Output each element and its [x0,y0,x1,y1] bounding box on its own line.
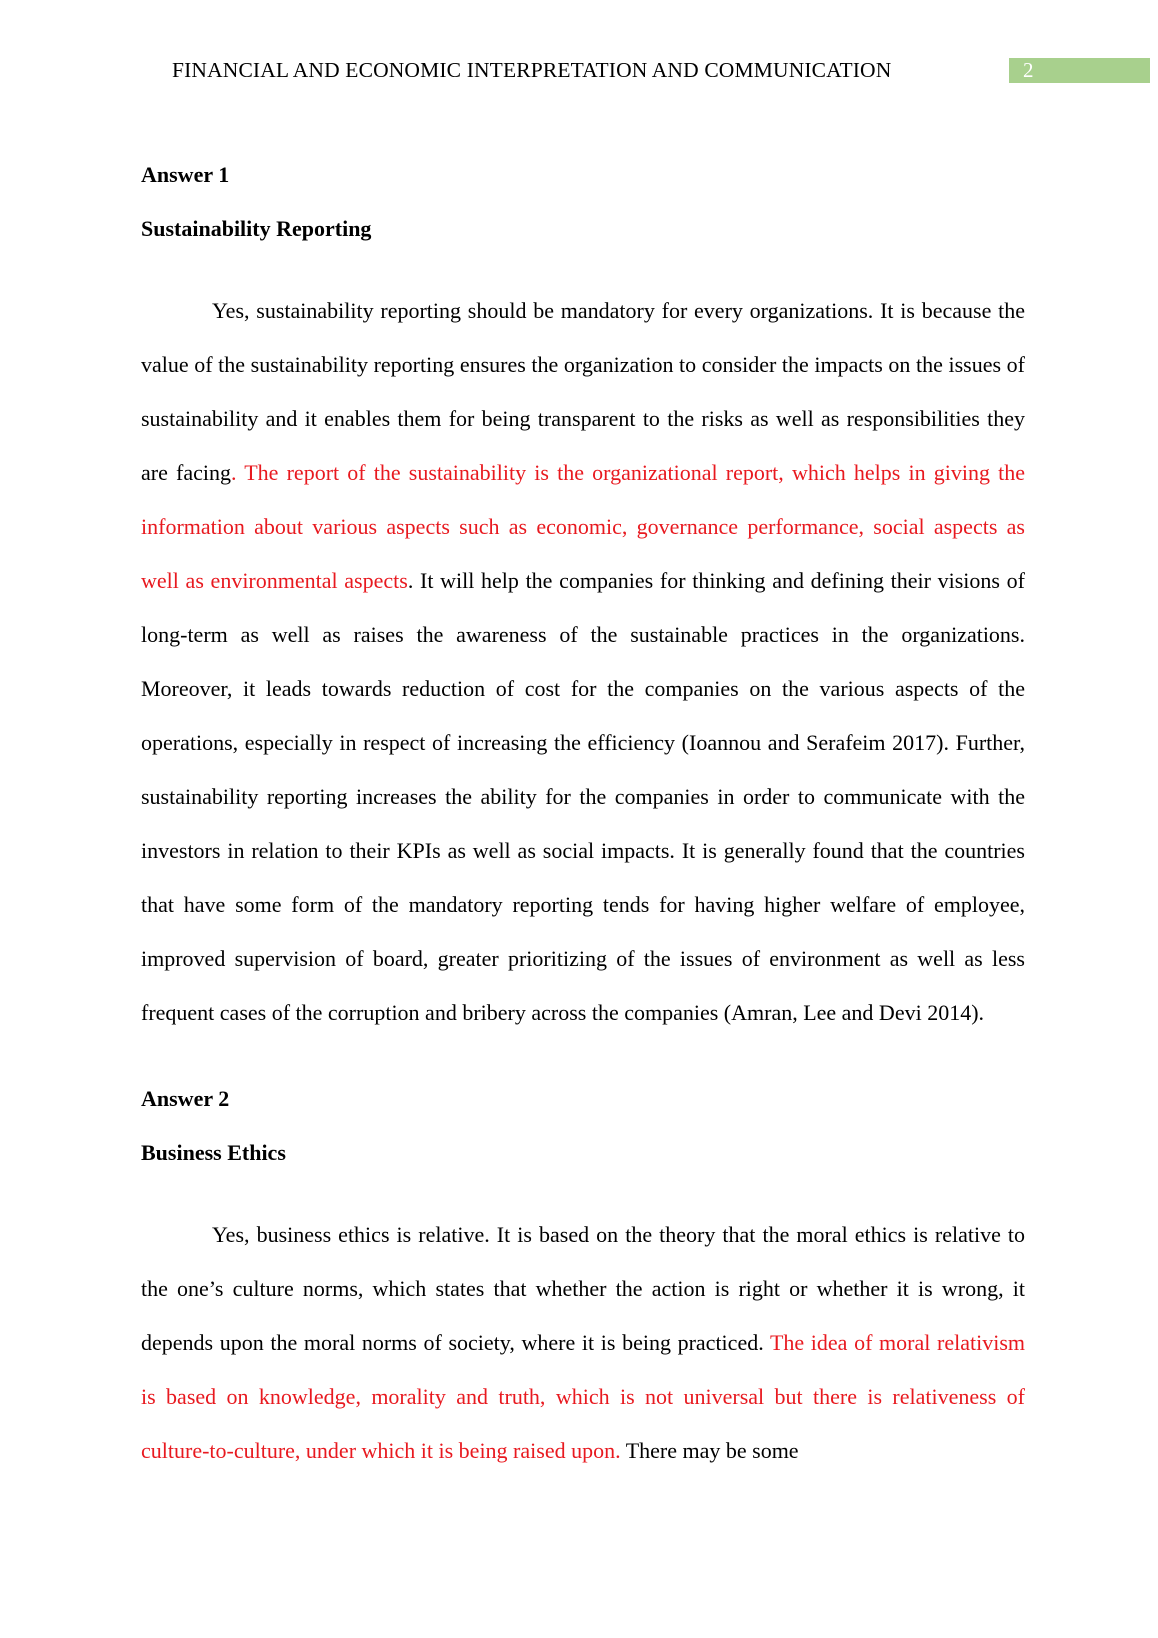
business-ethics-heading: Business Ethics [141,1140,286,1165]
page-header [0,55,1158,85]
page-number-badge: 2 [1009,58,1150,83]
sustainability-paragraph [141,284,1025,1040]
document-body [141,160,1025,1478]
answer-2-section [141,1084,1025,1478]
paragraph-text: There may be some [620,1438,799,1463]
answer-1-section [141,160,1025,1040]
paragraph-text: . It will help the companies for thinking and defining their visions of long-term as well as raises the awareness of the sustainable practices in the organizations. Moreover, it leads towards reduction of cost for the companies on the various aspects of the operations, especially in respect of increasing the efficiency (Ioannou and Serafeim 2017). Further, sustainability reporting increases the ability for the companies in order to communicate with the investors in relation to their KPIs as well as social impacts. It is generally found that the countries that have some form of the mandatory reporting tends for having higher welfare of employee, improved supervision of board, greater prioritizing of the issues of environment as well as less frequent cases of the corruption and bribery across the companies (Amran, Lee and Devi 2014). [141,568,1025,1025]
highlighted-text: . The report of the sustainability is the organizational report, which helps in giving the information about various aspects such as economic, governance performance, social aspects as well as environmental aspects [141,460,1025,593]
answer-1-heading: Answer 1 [141,162,230,187]
answer-2-heading: Answer 2 [141,1086,230,1111]
highlighted-text: The idea of moral relativism is based on knowledge, morality and truth, which is not universal but there is relativeness of culture-to-culture, under which it is being raised upon. [141,1330,1025,1463]
sustainability-reporting-heading: Sustainability Reporting [141,216,372,241]
running-head-title: FINANCIAL AND ECONOMIC INTERPRETATION AND COMMUNICATION [172,58,892,82]
paragraph-text: Yes, sustainability reporting should be mandatory for every organizations. It is because the value of the sustainability reporting ensures the organization to consider the impacts on the issues of sustainability and it enables them for being transparent to the risks as well as responsibilities they are facing [141,298,1025,485]
business-ethics-paragraph [141,1208,1025,1478]
paragraph-text: Yes, business ethics is relative. It is based on the theory that the moral ethics is relative to the one’s culture norms, which states that whether the action is right or whether it is wrong, it depends upon the moral norms of society, where it is being practiced. [141,1222,1025,1355]
